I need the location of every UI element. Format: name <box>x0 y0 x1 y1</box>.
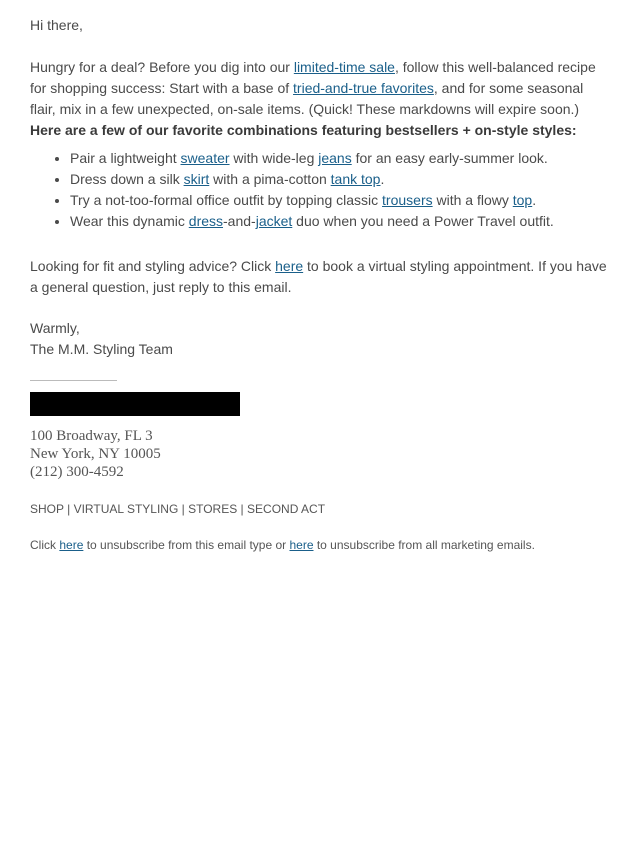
footer-nav-virtual-styling[interactable]: VIRTUAL STYLING <box>73 502 179 516</box>
intro-text-2: , follow this well-balanced recipe for shopping success: Start with a base of <box>30 59 596 96</box>
divider <box>30 380 117 381</box>
list-item <box>70 211 610 232</box>
unsub-text-2: to unsubscribe from this email type or <box>83 538 290 552</box>
footer-nav-shop[interactable]: SHOP <box>30 502 64 516</box>
list-text: duo when you need a Power Travel outfit. <box>292 213 554 229</box>
list-text: -and- <box>223 213 256 229</box>
list-item <box>70 190 610 211</box>
nav-separator: | <box>63 502 74 516</box>
limited-time-sale-link[interactable]: limited-time sale <box>293 59 395 75</box>
greeting: Hi there, <box>30 17 83 33</box>
trousers-link[interactable]: trousers <box>382 192 433 208</box>
footer-nav-stores[interactable]: STORES <box>188 502 238 516</box>
nav-separator: | <box>178 502 189 516</box>
unsubscribe-type-link[interactable]: here <box>59 538 84 552</box>
list-text: for an easy early-summer look. <box>351 150 548 166</box>
sweater-link[interactable]: sweater <box>180 150 230 166</box>
list-text: . <box>532 192 537 208</box>
intro-paragraph <box>30 57 610 120</box>
brand-logo <box>30 392 240 416</box>
list-text: Pair a lightweight <box>70 150 181 166</box>
combination-list <box>30 148 610 232</box>
list-text: Try a not-too-formal office outfit by topping classic <box>70 192 383 208</box>
unsubscribe-notice <box>30 537 610 553</box>
address-line: 100 Broadway, FL 3 <box>30 428 153 444</box>
footer-nav <box>30 501 610 517</box>
phone-number: (212) 300-4592 <box>30 464 124 480</box>
dress-link[interactable]: dress <box>188 213 224 229</box>
list-text: with wide-leg <box>229 150 319 166</box>
list-text: with a pima-cotton <box>209 171 331 187</box>
signature: The M.M. Styling Team <box>30 341 173 357</box>
intro-text-3: , and for some seasonal flair, mix in a few unexpected, on-sale items. (Quick! These markdowns will expire soon.) <box>30 80 584 117</box>
advice-text-1: Looking for fit and styling advice? Click <box>30 258 276 274</box>
advice-text-2: to book a virtual styling appointment. If you have a general question, just reply to this email. <box>30 258 607 295</box>
unsubscribe-all-link[interactable]: here <box>289 538 314 552</box>
list-item <box>70 169 610 190</box>
footer-nav-second-act[interactable]: SECOND ACT <box>247 502 326 516</box>
unsub-text-3: to unsubscribe from all marketing emails. <box>313 538 535 552</box>
address-line: New York, NY 10005 <box>30 446 161 462</box>
list-text: . <box>380 171 385 187</box>
list-text: with a flowy <box>432 192 513 208</box>
combinations-heading: Here are a few of our favorite combinations featuring bestsellers + on-style styles: <box>30 122 577 138</box>
tried-and-true-favorites-link[interactable]: tried-and-true favorites <box>293 80 434 96</box>
list-text: Dress down a silk <box>70 171 184 187</box>
signoff: Warmly, <box>30 320 80 336</box>
unsub-text-1: Click <box>30 538 60 552</box>
jeans-link[interactable]: jeans <box>318 150 352 166</box>
intro-text-1: Hungry for a deal? Before you dig into our <box>30 59 294 75</box>
nav-separator: | <box>237 502 248 516</box>
email-body <box>30 15 610 553</box>
list-item <box>70 148 610 169</box>
list-text: Wear this dynamic <box>70 213 189 229</box>
jacket-link[interactable]: jacket <box>255 213 293 229</box>
top-link[interactable]: top <box>512 192 533 208</box>
book-appointment-link[interactable]: here <box>275 258 304 274</box>
postal-address <box>30 427 610 481</box>
skirt-link[interactable]: skirt <box>183 171 210 187</box>
styling-advice-paragraph <box>30 256 610 298</box>
tank-top-link[interactable]: tank top <box>330 171 381 187</box>
